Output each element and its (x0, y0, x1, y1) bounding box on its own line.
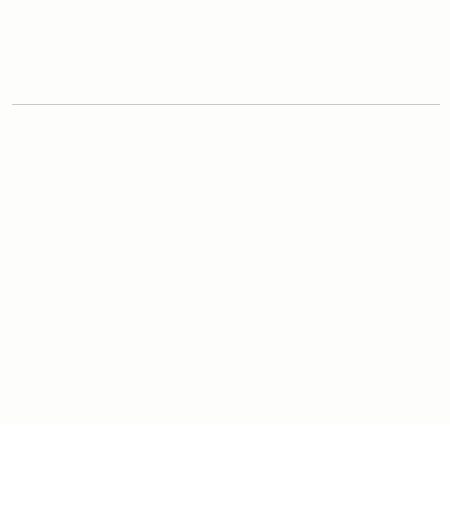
article-body-line (12, 325, 440, 343)
article-body-line (12, 129, 440, 147)
article-body-line (12, 449, 440, 467)
article-body-line (12, 253, 440, 271)
article-body-line (12, 111, 440, 129)
headline-line-2 (12, 50, 440, 94)
article-body-line (12, 414, 440, 432)
article-body-line (12, 431, 440, 449)
article-body-line (12, 271, 440, 289)
article-body-line (12, 307, 440, 325)
article-body-line (12, 200, 440, 218)
article-body-line (12, 236, 440, 254)
article-body-line (12, 485, 440, 503)
headline-divider (12, 104, 440, 105)
article-body-line (12, 503, 440, 520)
article-body-line (12, 147, 440, 165)
article-body-line (12, 378, 440, 396)
article-body-line (12, 164, 440, 182)
article-body-line (12, 342, 440, 360)
article-body-line (12, 360, 440, 378)
article-body-line (12, 289, 440, 307)
article-body-line (12, 467, 440, 485)
article-body-line (12, 396, 440, 414)
headline-line-1 (12, 4, 440, 48)
article-body-line (12, 182, 440, 200)
article-body (12, 111, 440, 520)
article-body-line (12, 218, 440, 236)
